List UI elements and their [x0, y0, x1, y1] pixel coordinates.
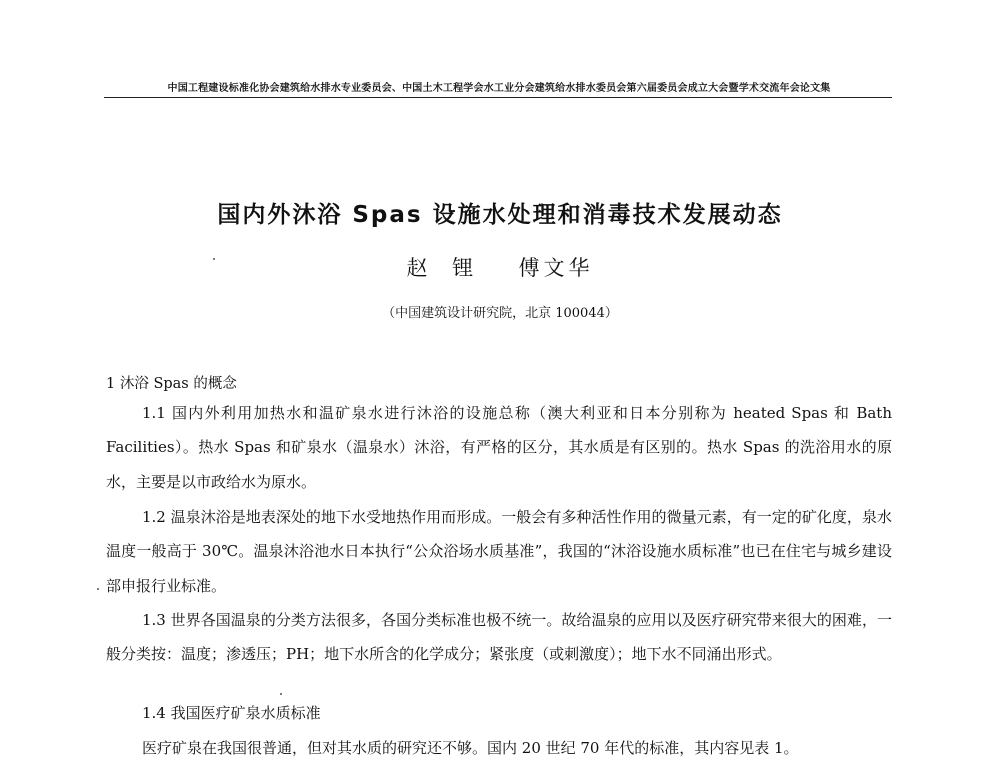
paper-title: 国内外沐浴 Spas 设施水处理和消毒技术发展动态: [217, 202, 783, 228]
scan-speck: [97, 588, 99, 590]
subsection-heading: 1.4 我国医疗矿泉水质标准: [142, 704, 321, 722]
paragraph-1-2: 1.2 温泉沐浴是地表深处的地下水受地热作用而形成。一般会有多种活性作用的微量元素，有一定的矿化度，泉水温度一般高于 30℃。温泉沐浴池水日本执行“公众浴场水质基准”，我国的“沐浴设施水质标准”也已在住宅与城乡建设部申报行业标准。: [106, 508, 892, 595]
paragraph-1-1: 1.1 国内外利用加热水和温矿泉水进行沐浴的设施总称（澳大利亚和日本分别称为 heated Spas 和 Bath Facilities）。热水 Spas 和矿泉水（温泉水）沐浴，有严格的区分，其水质是有区别的。热水 Spas 的洗浴用水的原水，主要是以市政给水为原水。: [106, 404, 892, 491]
header-rule: [104, 97, 892, 98]
section-heading: 1 沐浴 Spas 的概念: [106, 376, 237, 392]
paragraph-1-3: 1.3 世界各国温泉的分类方法很多，各国分类标准也极不统一。故给温泉的应用以及医疗研究带来很大的困难，一般分类按：温度；渗透压；PH；地下水所含的化学成分；紧张度（或刺激度）；地下水不同涌出形式。: [106, 611, 892, 664]
scan-speck: [280, 693, 282, 695]
author-affiliation: （中国建筑设计研究院，北京 100044）: [382, 306, 618, 321]
paragraph-1-4-partial: 医疗矿泉在我国很普通，但对其水质的研究还不够。国内 20 世纪 70 年代的标准，其内容见表 1。: [142, 739, 799, 757]
paper-authors: 赵 锂 傅文华: [406, 256, 594, 280]
running-header: 中国工程建设标准化协会建筑给水排水专业委员会、中国土木工程学会水工业分会建筑给水排水委员会第六届委员会成立大会暨学术交流年会论文集: [167, 83, 831, 94]
scan-speck: [213, 258, 215, 260]
